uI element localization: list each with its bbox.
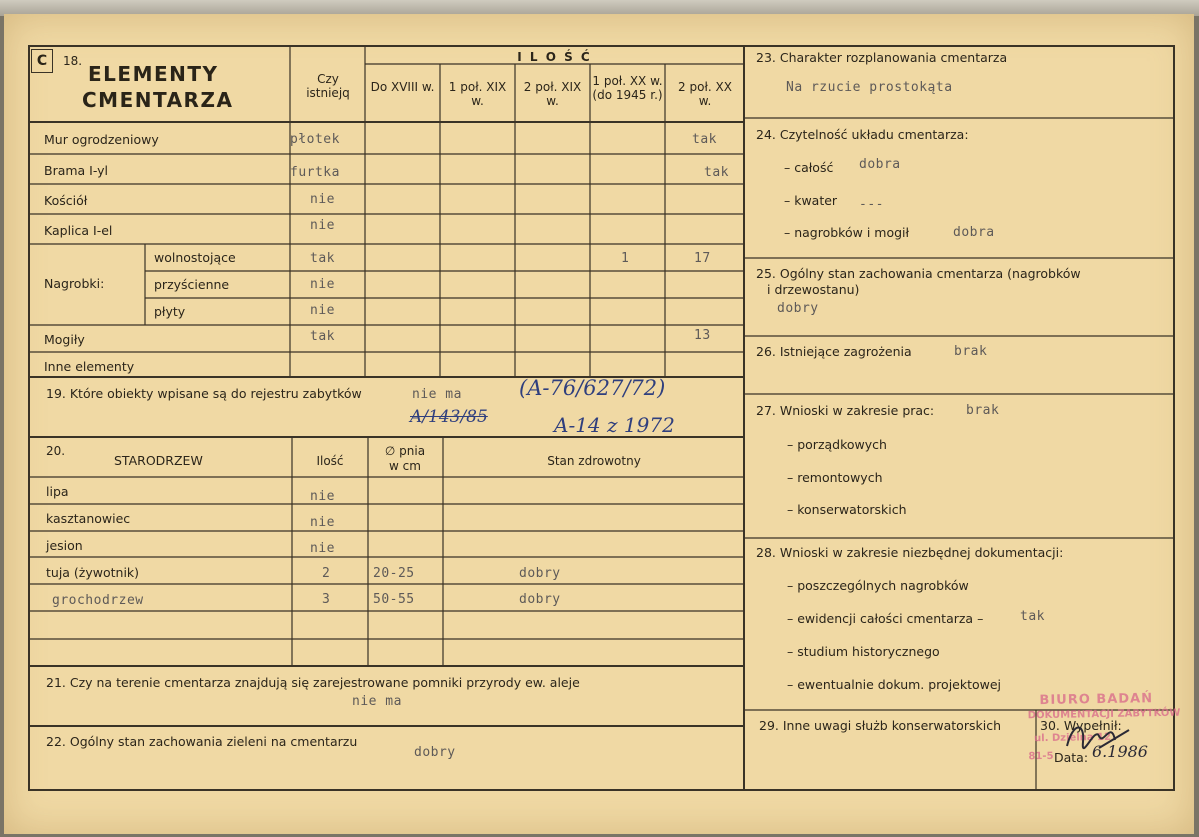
s22-answer: dobry bbox=[414, 745, 456, 760]
s24-item-whole-value: dobra bbox=[859, 157, 901, 172]
row-label-kosciol: Kościół bbox=[44, 193, 88, 208]
s20-col-qty: Ilość bbox=[316, 454, 344, 468]
s20-title: STARODRZEW bbox=[114, 453, 203, 468]
s27-item-repair: – remontowych bbox=[787, 470, 883, 485]
row-label-inne: Inne elementy bbox=[44, 359, 135, 374]
s27-answer: brak bbox=[966, 403, 1000, 418]
graves-exists-wall: nie bbox=[310, 277, 335, 292]
section-c-letter: C bbox=[36, 53, 48, 69]
cemetery-record-card bbox=[4, 14, 1194, 834]
s24-item-graves-value: dobra bbox=[953, 225, 995, 240]
stamp-line2: DOKUMENTACJI ZABYTKÓW bbox=[1027, 707, 1181, 722]
tree-diam-tuja: 20-25 bbox=[373, 566, 415, 581]
tree-health-tuja: dobry bbox=[519, 566, 561, 581]
s24-item-graves-label: – nagrobków i mogił bbox=[784, 225, 910, 240]
row-label-kaplica: Kaplica I-el bbox=[44, 223, 113, 238]
stamp-line3: ul. Dzielna 12 bbox=[1034, 731, 1112, 745]
tree-label-jesion: jesion bbox=[46, 538, 83, 553]
tree-label-kasztanowiec: kasztanowiec bbox=[46, 511, 131, 526]
tree-qty-tuja: 2 bbox=[322, 566, 331, 581]
graves-label-wall: przyścienne bbox=[154, 277, 230, 292]
s28-item-inventory-value: tak bbox=[1020, 609, 1045, 624]
s24-item-whole-label: – całość bbox=[784, 160, 834, 175]
graves-label-freestanding: wolnostojące bbox=[154, 250, 236, 265]
graves-label-slabs: płyty bbox=[154, 304, 186, 319]
s18-title-line1: ELEMENTY bbox=[88, 62, 219, 86]
tree-qty-lipa: nie bbox=[310, 489, 335, 504]
s19-handwritten-register-1: (A-76/627/72) bbox=[519, 376, 666, 400]
col-header-exists: Czy istniejq bbox=[306, 72, 350, 100]
tree-qty-jesion: nie bbox=[310, 541, 335, 556]
col-header-xix1: 1 poł. XIX w. bbox=[448, 80, 507, 108]
s25-question-line1: 25. Ogólny stan zachowania cmentarza (nagrobków bbox=[756, 266, 1081, 281]
row-label-mur: Mur ogrodzeniowy bbox=[44, 132, 159, 147]
graves-exists-freestanding: tak bbox=[310, 251, 335, 266]
col-header-xx2: 2 poł. XX w. bbox=[678, 80, 732, 108]
graves-exists-slabs: nie bbox=[310, 303, 335, 318]
row-exists-mogily: tak bbox=[310, 329, 335, 344]
s19-handwritten-register-2: A-14 z 1972 bbox=[554, 413, 675, 437]
graves-xx2-freestanding: 17 bbox=[694, 251, 711, 266]
tree-label-tuja: tuja (żywotnik) bbox=[46, 565, 140, 580]
tree-qty-kasztanowiec: nie bbox=[310, 515, 335, 530]
s18-title-line2: CMENTARZA bbox=[82, 88, 234, 112]
s28-item-history: – studium historycznego bbox=[787, 644, 940, 659]
s23-question: 23. Charakter rozplanowania cmentarza bbox=[756, 50, 1008, 65]
tree-health-grochodrzew: dobry bbox=[519, 592, 561, 607]
col-header-xix2: 2 poł. XIX w. bbox=[523, 80, 582, 108]
s24-item-quarters-label: – kwater bbox=[784, 193, 838, 208]
s27-item-conservation: – konserwatorskich bbox=[787, 502, 907, 517]
tree-diam-grochodrzew: 50-55 bbox=[373, 592, 415, 607]
s20-col-health: Stan zdrowotny bbox=[547, 454, 641, 468]
s27-item-cleanup: – porządkowych bbox=[787, 437, 887, 452]
s23-answer: Na rzucie prostokąta bbox=[786, 80, 953, 95]
s19-answer: nie ma bbox=[412, 387, 462, 402]
section-c-badge bbox=[31, 49, 53, 73]
s19-handwritten-struck: A/143/85 bbox=[410, 407, 488, 427]
s21-question: 21. Czy na terenie cmentarza znajdują się zarejestrowane pomniki przyrody ew. aleje bbox=[46, 675, 580, 690]
row-exists-kaplica: nie bbox=[310, 218, 335, 233]
s24-question: 24. Czytelność układu cmentarza: bbox=[756, 127, 969, 142]
s21-answer: nie ma bbox=[352, 694, 402, 709]
s29-question: 29. Inne uwagi służb konserwatorskich bbox=[759, 718, 1001, 733]
s20-col-diam-unit: w cm bbox=[389, 459, 421, 473]
row-exists-kosciol: nie bbox=[310, 192, 335, 207]
s30-date-label: Data: bbox=[1054, 750, 1089, 765]
tree-label-lipa: lipa bbox=[46, 484, 69, 499]
signature bbox=[1059, 712, 1139, 762]
row-exists-mur: płotek bbox=[290, 132, 340, 147]
row-label-mogily: Mogiły bbox=[44, 332, 85, 347]
s25-question-line2: i drzewostanu) bbox=[767, 282, 860, 297]
stamp-line1: BIURO BADAŃ bbox=[1039, 691, 1154, 709]
s27-question: 27. Wnioski w zakresie prac: bbox=[756, 403, 935, 418]
s28-item-project: – ewentualnie dokum. projektowej bbox=[787, 677, 1002, 692]
row-label-brama: Brama I-yl bbox=[44, 163, 109, 178]
row-xx2-mogily: 13 bbox=[694, 328, 711, 343]
s25-answer: dobry bbox=[777, 301, 819, 316]
s22-question: 22. Ogólny stan zachowania zieleni na cmentarzu bbox=[46, 734, 358, 749]
tree-qty-grochodrzew: 3 bbox=[322, 592, 331, 607]
s18-number: 18. bbox=[63, 54, 83, 68]
s28-item-graves: – poszczególnych nagrobków bbox=[787, 578, 969, 593]
s24-item-quarters-value: --- bbox=[859, 197, 884, 212]
s26-question: 26. Istniejące zagrożenia bbox=[756, 344, 912, 359]
graves-xx1-freestanding: 1 bbox=[621, 251, 630, 266]
s28-question: 28. Wnioski w zakresie niezbędnej dokumentacji: bbox=[756, 545, 1064, 560]
s30-filled-label: 30. Wypełnił: bbox=[1040, 718, 1122, 733]
s30-date-value: 6.1986 bbox=[1092, 742, 1148, 761]
col-header-xviii: Do XVIII w. bbox=[370, 80, 435, 94]
s20-col-diam: ∅ pnia bbox=[384, 444, 426, 458]
s19-question: 19. Które obiekty wpisane są do rejestru zabytków bbox=[46, 386, 362, 401]
col-header-xx1: 1 poł. XX w. (do 1945 r.) bbox=[592, 74, 663, 102]
s28-item-inventory: – ewidencji całości cmentarza – bbox=[787, 611, 984, 626]
row-xx2-mur: tak bbox=[692, 132, 717, 147]
s20-number: 20. bbox=[46, 444, 66, 458]
s26-answer: brak bbox=[954, 344, 988, 359]
row-xx2-brama: tak bbox=[704, 165, 729, 180]
qty-header: I L O Ś Ć bbox=[517, 50, 592, 64]
tree-label-grochodrzew: grochodrzew bbox=[52, 593, 144, 608]
stamp-line4: 81-5 bbox=[1028, 750, 1054, 763]
graves-label: Nagrobki: bbox=[44, 276, 105, 291]
row-exists-brama: furtka bbox=[290, 165, 340, 180]
